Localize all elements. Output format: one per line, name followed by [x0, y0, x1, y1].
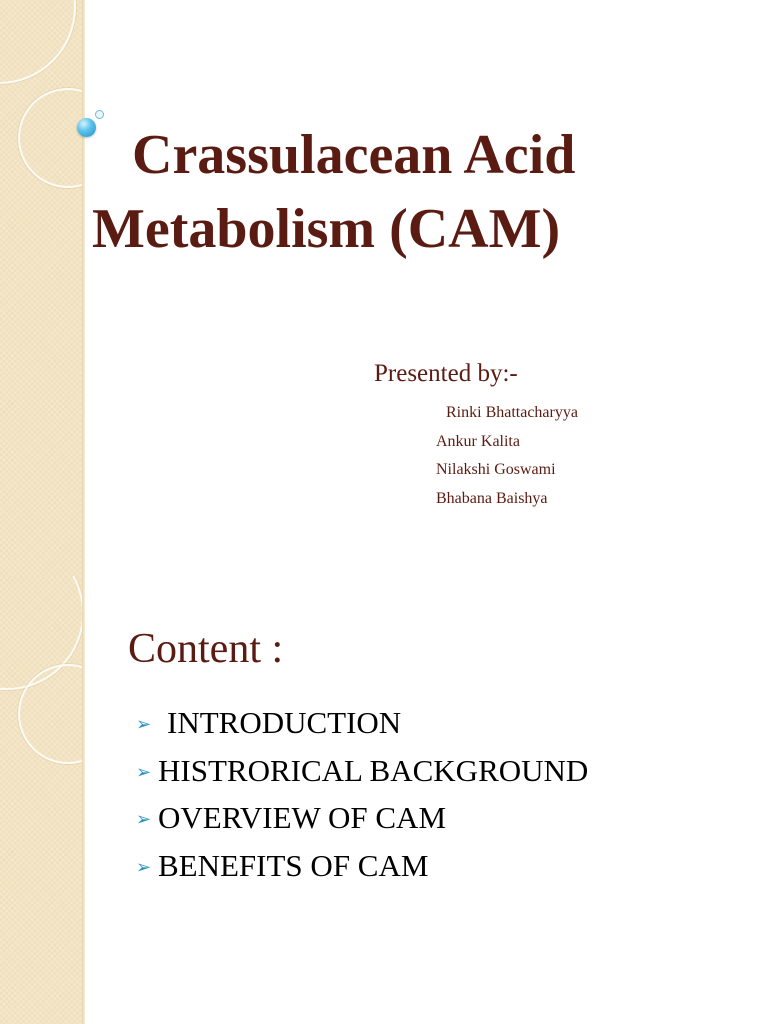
content-list [136, 699, 588, 889]
content-item-label: OVERVIEW OF CAM [158, 800, 447, 835]
title-line-2: Metabolism (CAM) [92, 198, 561, 260]
arrow-bullet-icon: ➢ [136, 856, 152, 878]
arrow-bullet-icon: ➢ [136, 714, 152, 735]
presenter-name: Bhabana Baishya [436, 489, 548, 507]
presenter-name: Rinki Bhattacharyya [446, 404, 578, 421]
content-heading: Content : [128, 626, 284, 672]
content-item-label: BENEFITS OF CAM [158, 847, 429, 883]
decorative-side-strip [0, 0, 84, 576]
presenter-name: Nilakshi Goswami [436, 461, 556, 478]
presenter-name: Ankur Kalita [436, 432, 520, 450]
arrow-bullet-icon: ➢ [136, 809, 152, 830]
content-item-label: HISTRORICAL BACKGROUND [158, 752, 589, 788]
swirl-decoration [18, 88, 84, 188]
side-strip-edge [82, 0, 85, 576]
side-strip-edge [82, 576, 85, 1024]
content-slide [0, 576, 768, 1024]
content-list-item [136, 747, 588, 795]
content-list-item [136, 699, 588, 747]
title-line-1: Crassulacean Acid [132, 124, 576, 186]
content-item-label: INTRODUCTION [167, 705, 402, 740]
swirl-decoration [0, 0, 76, 84]
content-list-item [136, 842, 588, 890]
slide-title [92, 118, 732, 266]
presenter-list [436, 399, 578, 513]
decorative-side-strip [0, 576, 84, 1024]
content-list-item [136, 794, 588, 842]
arrow-bullet-icon: ➢ [136, 761, 152, 783]
presented-by-label: Presented by:- [374, 360, 518, 387]
